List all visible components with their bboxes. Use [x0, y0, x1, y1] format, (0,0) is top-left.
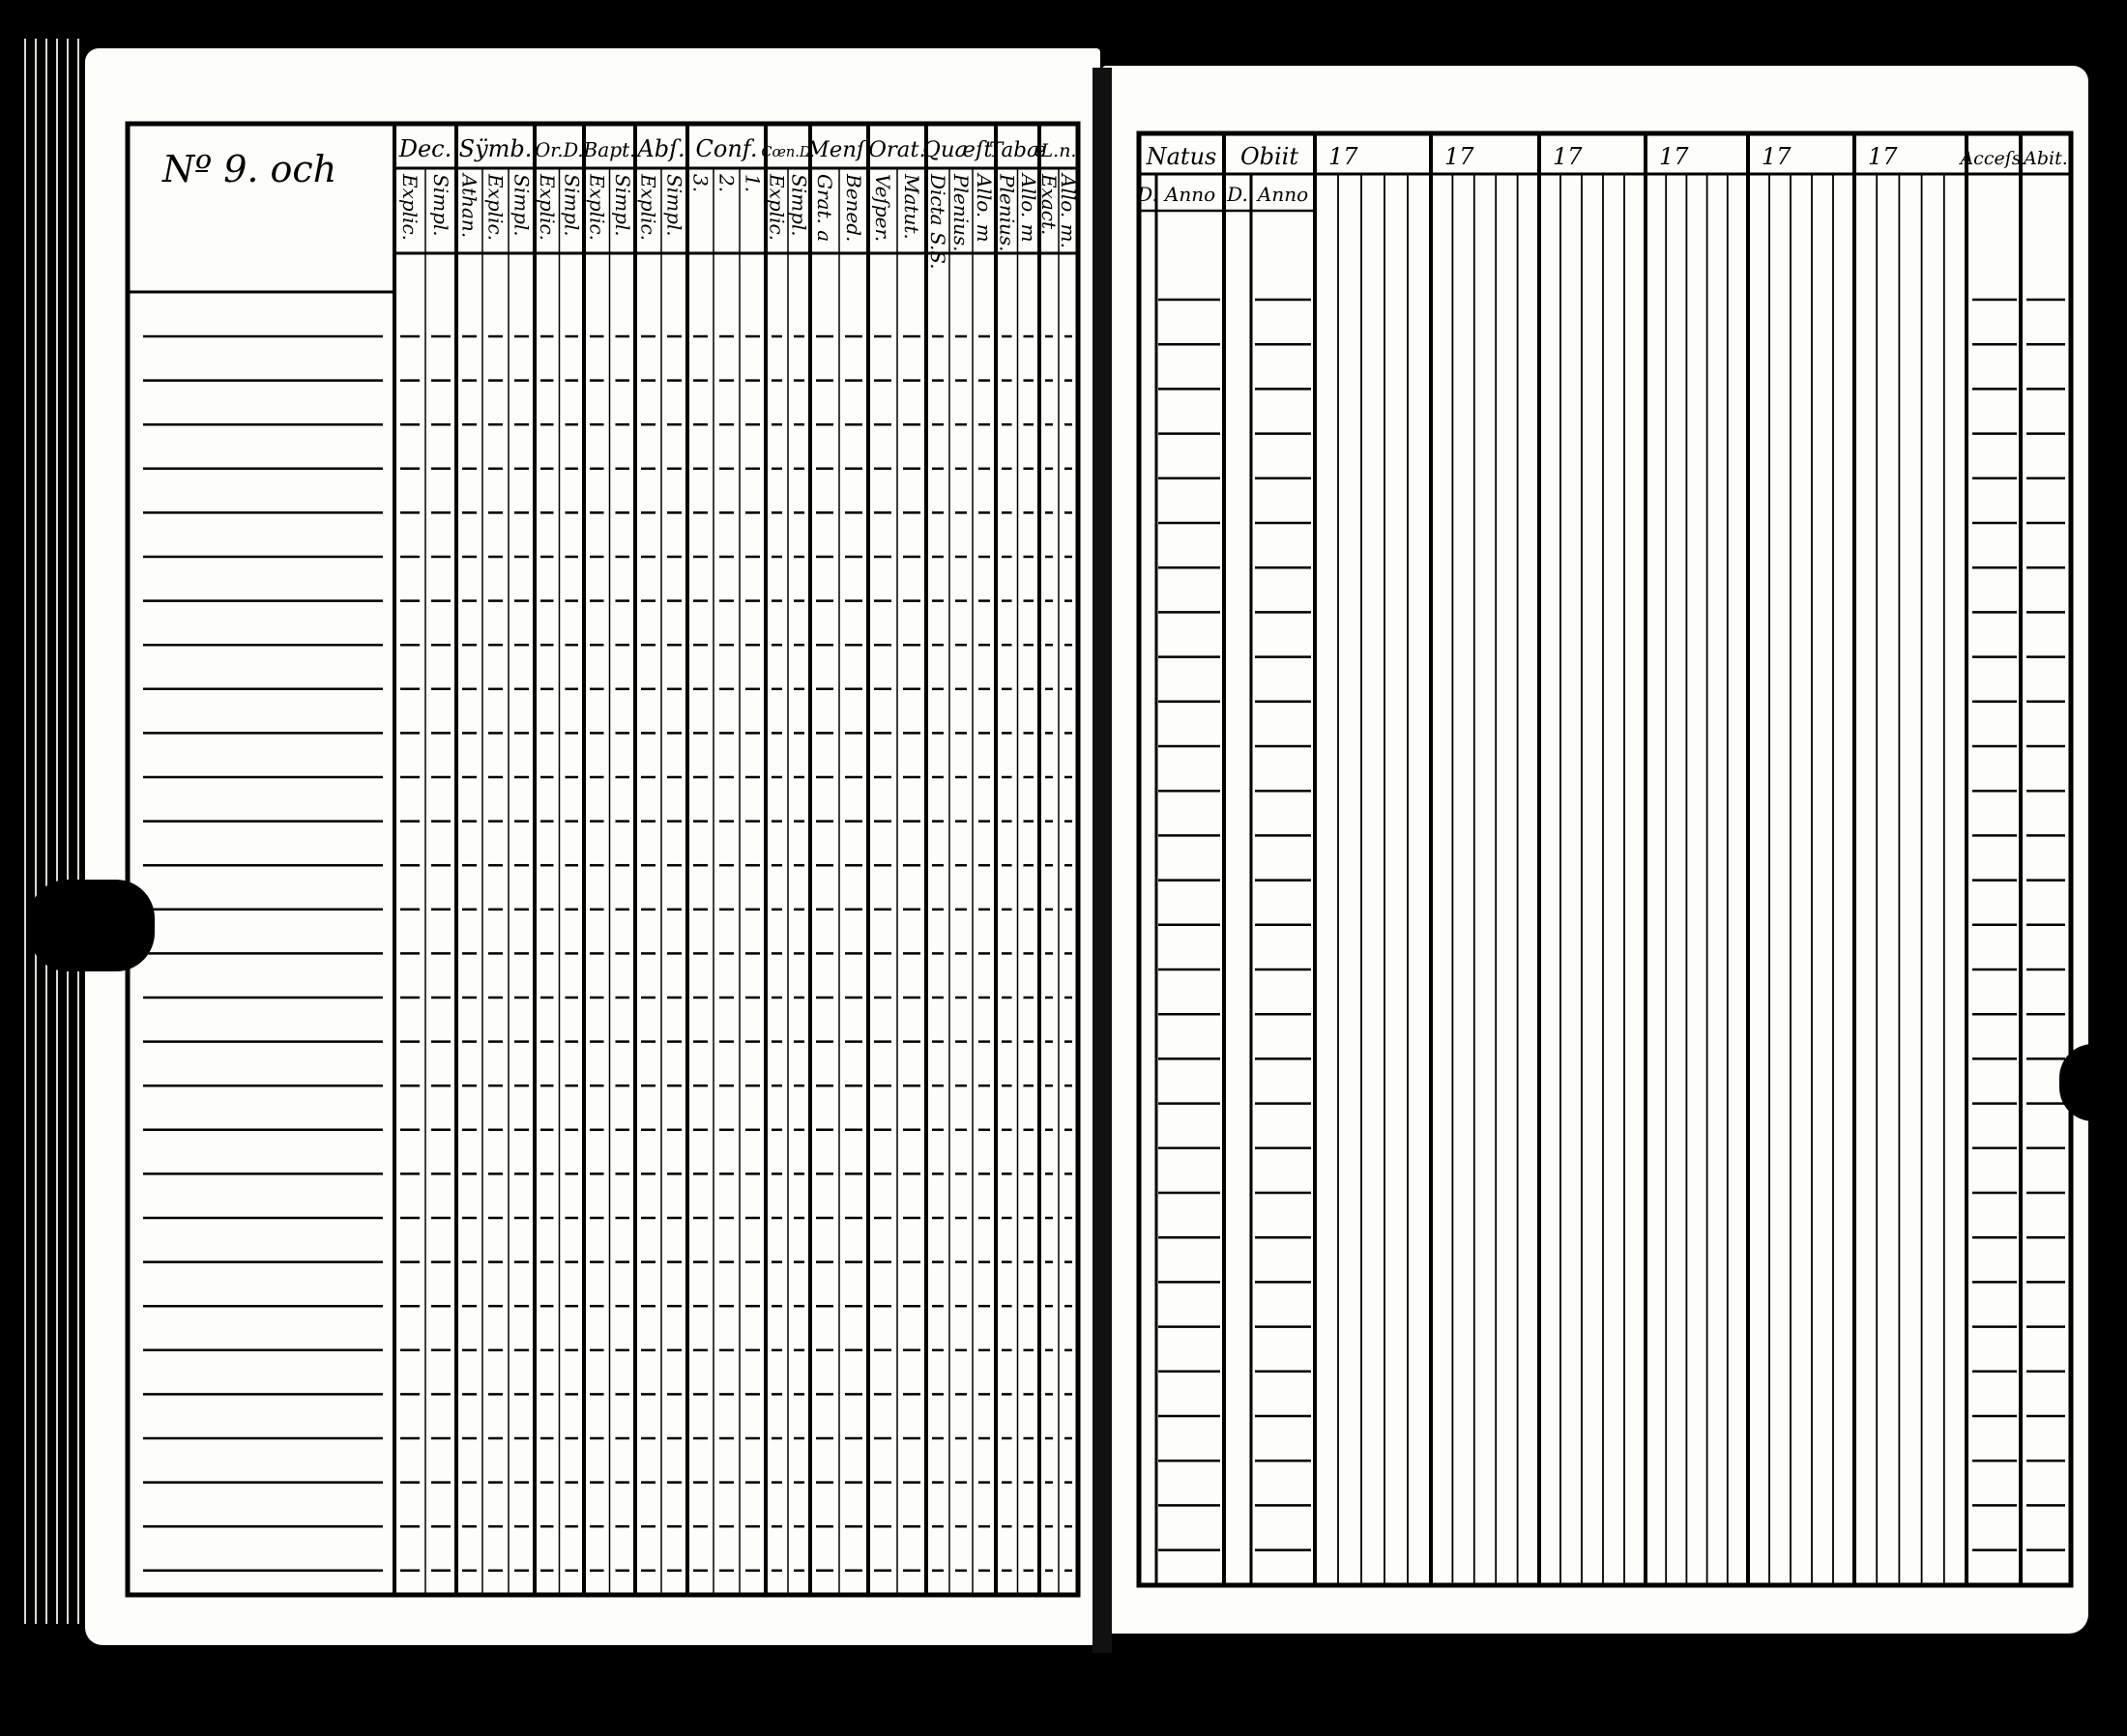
right-column-header: 17 [1762, 143, 1792, 170]
right-subcolumn-label: D. [1137, 183, 1158, 206]
left-column-header: Dec. [398, 135, 452, 162]
right-column-header: Abit. [2024, 148, 2068, 169]
left-subcolumn-label: Explic. [585, 174, 609, 242]
left-subcolumn-label: Explic. [535, 174, 559, 242]
left-page-grid [128, 124, 1078, 1595]
right-column-header: 17 [1659, 143, 1689, 170]
right-column-header: 17 [1328, 143, 1358, 170]
right-column-header: Natus [1146, 143, 1217, 170]
entry-label: Nº 9. och [162, 148, 337, 190]
left-subcolumn-label: Simpl. [787, 174, 811, 237]
left-page-headers [161, 135, 1080, 270]
left-subcolumn-label: 2. [714, 174, 739, 193]
left-subcolumn-label: Dicta S.S. [926, 174, 949, 270]
right-page-grid [1139, 133, 2071, 1585]
right-column-header: Obiit [1239, 143, 1299, 170]
left-subcolumn-label: Explic. [398, 174, 422, 242]
left-frame [128, 124, 1078, 1595]
left-subcolumn-label: Simpl. [510, 174, 534, 237]
right-frame [1139, 133, 2071, 1585]
left-subcolumn-label: Allo. m [973, 174, 996, 243]
left-subcolumn-label: Explic. [765, 174, 789, 242]
left-subcolumn-label: 3. [688, 174, 713, 193]
right-subcolumn-label: Anno [1257, 183, 1309, 206]
left-subcolumn-label: Veſper. [871, 174, 894, 243]
right-column-header: 17 [1444, 143, 1474, 170]
left-column-header: Orat. [868, 137, 926, 162]
left-column-header: Quæſt. [922, 137, 1000, 162]
left-subcolumn-label: Plenius. [949, 174, 973, 252]
left-column-header: Or.D. [535, 139, 584, 161]
right-column-header: 17 [1553, 143, 1583, 170]
left-column-header: Menſ. [806, 137, 872, 162]
left-subcolumn-label: Simpl. [560, 174, 584, 237]
left-subcolumn-label: Bened. [842, 174, 865, 243]
left-subcolumn-label: Explic. [483, 174, 508, 242]
left-column-header: Cœn.D. [761, 144, 815, 160]
left-subcolumn-label: Athan. [457, 174, 481, 239]
left-subcolumn-label: Matut. [900, 174, 923, 240]
right-subcolumn-label: Anno [1164, 183, 1216, 206]
left-column-header: Tabæ [988, 138, 1047, 162]
left-column-header: Sÿmb. [458, 135, 533, 162]
left-subcolumn-label: Simpl. [610, 174, 634, 237]
left-subcolumn-label: Grat. a [813, 174, 836, 243]
left-subcolumn-label: Allo. m [1016, 174, 1040, 243]
left-subcolumn-label: Simpl. [429, 174, 452, 237]
left-column-header: Conf. [695, 135, 758, 162]
left-subcolumn-label: Simpl. [662, 174, 686, 237]
left-column-header: L.n. [1040, 140, 1077, 161]
left-subcolumn-label: Explic. [636, 174, 660, 242]
left-subcolumn-label: Exact. [1037, 174, 1061, 236]
left-subcolumn-label: Plenius. [995, 174, 1019, 252]
left-subcolumn-label: 1. [741, 174, 765, 193]
left-subcolumn-label: Allo. m. [1057, 174, 1080, 248]
right-subcolumn-label: D. [1227, 183, 1248, 206]
right-column-header: Acceſs. [1960, 148, 2027, 169]
left-column-header: Bapt. [583, 138, 636, 161]
left-column-header: Abſ. [637, 135, 685, 162]
right-column-header: 17 [1868, 143, 1898, 170]
